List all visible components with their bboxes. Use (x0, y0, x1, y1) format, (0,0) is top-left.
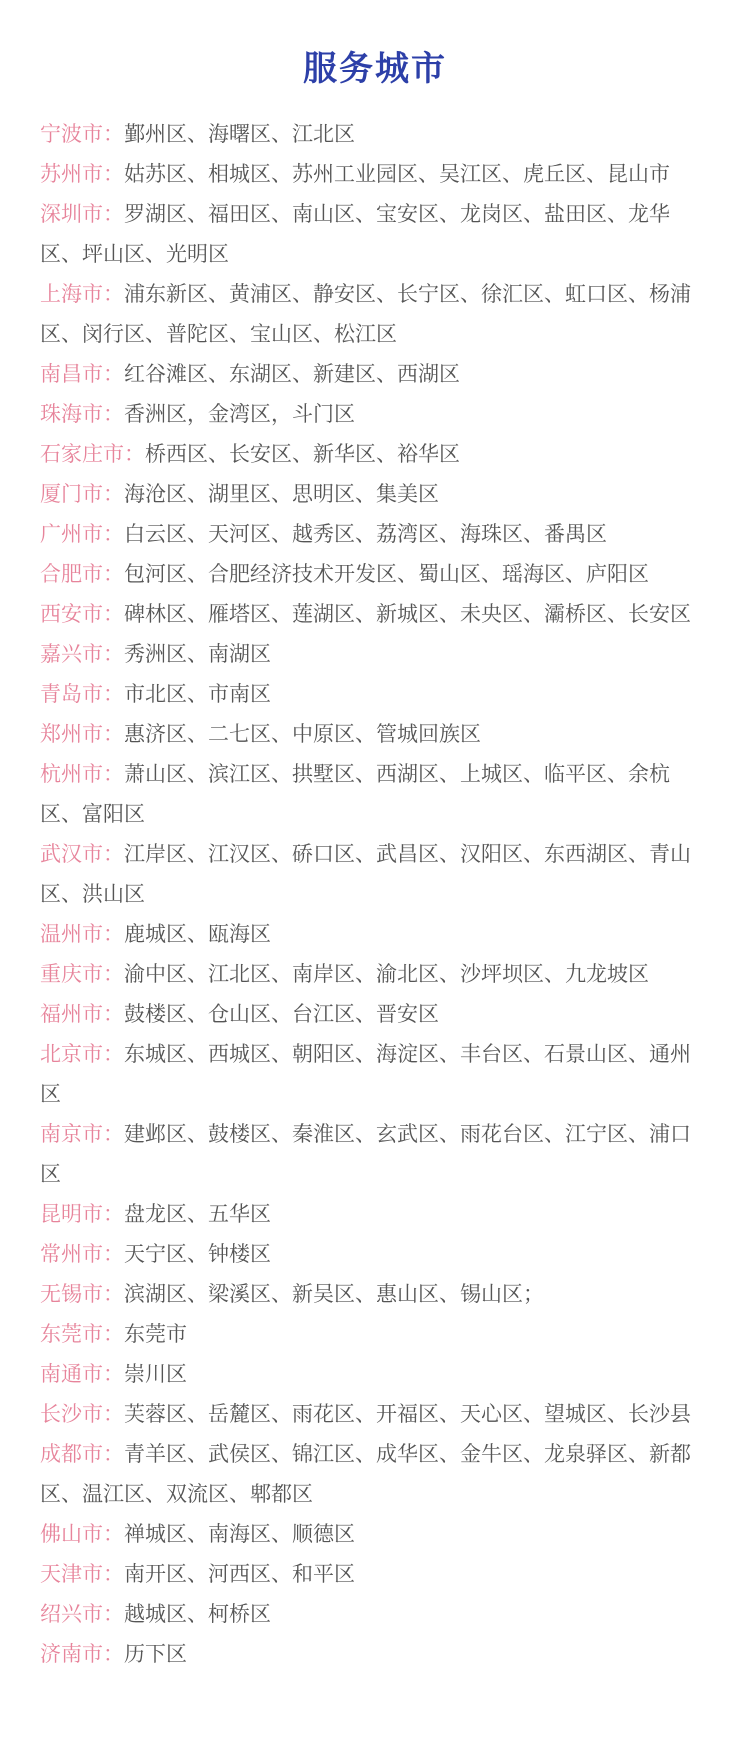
city-entry (40, 154, 710, 194)
city-districts: 芙蓉区、岳麓区、雨花区、开福区、天心区、望城区、长沙县 (124, 1402, 691, 1426)
city-name: 武汉市： (40, 842, 124, 866)
city-entry (40, 1634, 710, 1674)
city-name: 厦门市： (40, 482, 124, 506)
city-name: 北京市： (40, 1042, 124, 1066)
city-name: 长沙市： (40, 1402, 124, 1426)
city-entry (40, 114, 710, 154)
city-districts: 南开区、河西区、和平区 (124, 1562, 355, 1586)
city-name: 广州市： (40, 522, 124, 546)
city-entry (40, 634, 710, 674)
city-name: 上海市： (40, 282, 124, 306)
city-entry (40, 1114, 710, 1194)
city-entry (40, 434, 710, 474)
city-entry (40, 714, 710, 754)
city-entry (40, 1554, 710, 1594)
city-districts: 鼓楼区、仓山区、台江区、晋安区 (124, 1002, 439, 1026)
city-districts: 崇川区 (124, 1362, 187, 1386)
city-entry (40, 1034, 710, 1114)
city-entry (40, 194, 710, 274)
city-name: 南京市： (40, 1122, 124, 1146)
city-name: 常州市： (40, 1242, 124, 1266)
city-districts: 江岸区、江汉区、硚口区、武昌区、汉阳区、东西湖区、青山区、洪山区 (40, 842, 691, 906)
city-districts: 姑苏区、相城区、苏州工业园区、吴江区、虎丘区、昆山市 (124, 162, 670, 186)
city-name: 杭州市： (40, 762, 124, 786)
city-name: 嘉兴市： (40, 642, 124, 666)
city-name: 西安市： (40, 602, 124, 626)
city-entry (40, 274, 710, 354)
city-entry (40, 554, 710, 594)
city-districts: 香洲区，金湾区，斗门区 (124, 402, 355, 426)
city-entry (40, 1274, 710, 1314)
city-districts: 萧山区、滨江区、拱墅区、西湖区、上城区、临平区、余杭区、富阳区 (40, 762, 670, 826)
city-entry (40, 954, 710, 994)
city-districts: 鹿城区、瓯海区 (124, 922, 271, 946)
city-entry (40, 1594, 710, 1634)
city-districts: 禅城区、南海区、顺德区 (124, 1522, 355, 1546)
city-name: 福州市： (40, 1002, 124, 1026)
city-districts: 渝中区、江北区、南岸区、渝北区、沙坪坝区、九龙坡区 (124, 962, 649, 986)
city-entry (40, 1394, 710, 1434)
city-districts: 包河区、合肥经济技术开发区、蜀山区、瑶海区、庐阳区 (124, 562, 649, 586)
city-entry (40, 394, 710, 434)
city-districts: 市北区、市南区 (124, 682, 271, 706)
page-title: 服务城市 (303, 49, 447, 89)
city-entry (40, 1514, 710, 1554)
city-entry (40, 1354, 710, 1394)
city-districts: 罗湖区、福田区、南山区、宝安区、龙岗区、盐田区、龙华区、坪山区、光明区 (40, 202, 670, 266)
city-entry (40, 1194, 710, 1234)
city-entry (40, 354, 710, 394)
city-districts: 红谷滩区、东湖区、新建区、西湖区 (124, 362, 460, 386)
city-districts: 海沧区、湖里区、思明区、集美区 (124, 482, 439, 506)
city-name: 温州市： (40, 922, 124, 946)
city-districts: 历下区 (124, 1642, 187, 1666)
city-name: 天津市： (40, 1562, 124, 1586)
city-entry (40, 474, 710, 514)
city-name: 珠海市： (40, 402, 124, 426)
city-name: 南通市： (40, 1362, 124, 1386)
city-districts: 天宁区、钟楼区 (124, 1242, 271, 1266)
city-entry (40, 514, 710, 554)
city-name: 重庆市： (40, 962, 124, 986)
city-entry (40, 754, 710, 834)
city-entry (40, 1234, 710, 1274)
city-districts: 建邺区、鼓楼区、秦淮区、玄武区、雨花台区、江宁区、浦口区 (40, 1122, 691, 1186)
city-entry (40, 594, 710, 634)
city-entry (40, 1314, 710, 1354)
city-districts: 白云区、天河区、越秀区、荔湾区、海珠区、番禺区 (124, 522, 607, 546)
city-districts: 浦东新区、黄浦区、静安区、长宁区、徐汇区、虹口区、杨浦区、闵行区、普陀区、宝山区、松江区 (40, 282, 691, 346)
city-name: 苏州市： (40, 162, 124, 186)
city-districts: 鄞州区、海曙区、江北区 (124, 122, 355, 146)
city-entry (40, 994, 710, 1034)
city-list (40, 114, 710, 1674)
city-name: 青岛市： (40, 682, 124, 706)
city-name: 南昌市： (40, 362, 124, 386)
city-name: 济南市： (40, 1642, 124, 1666)
city-name: 佛山市： (40, 1522, 124, 1546)
city-name: 宁波市： (40, 122, 124, 146)
city-entry (40, 1434, 710, 1514)
city-name: 成都市： (40, 1442, 124, 1466)
city-name: 无锡市： (40, 1282, 124, 1306)
city-districts: 东莞市 (124, 1322, 187, 1346)
city-districts: 盘龙区、五华区 (124, 1202, 271, 1226)
city-name: 绍兴市： (40, 1602, 124, 1626)
city-districts: 越城区、柯桥区 (124, 1602, 271, 1626)
city-name: 合肥市： (40, 562, 124, 586)
city-districts: 秀洲区、南湖区 (124, 642, 271, 666)
city-districts: 碑林区、雁塔区、莲湖区、新城区、未央区、灞桥区、长安区 (124, 602, 691, 626)
city-name: 石家庄市： (40, 442, 145, 466)
city-districts: 东城区、西城区、朝阳区、海淀区、丰台区、石景山区、通州区 (40, 1042, 691, 1106)
city-districts: 滨湖区、梁溪区、新吴区、惠山区、锡山区； (124, 1282, 544, 1306)
city-name: 东莞市： (40, 1322, 124, 1346)
city-districts: 惠济区、二七区、中原区、管城回族区 (124, 722, 481, 746)
city-name: 昆明市： (40, 1202, 124, 1226)
city-districts: 青羊区、武侯区、锦江区、成华区、金牛区、龙泉驿区、新都区、温江区、双流区、郫都区 (40, 1442, 691, 1506)
city-districts: 桥西区、长安区、新华区、裕华区 (145, 442, 460, 466)
city-name: 郑州市： (40, 722, 124, 746)
city-entry (40, 674, 710, 714)
city-entry (40, 834, 710, 914)
city-name: 深圳市： (40, 202, 124, 226)
city-entry (40, 914, 710, 954)
